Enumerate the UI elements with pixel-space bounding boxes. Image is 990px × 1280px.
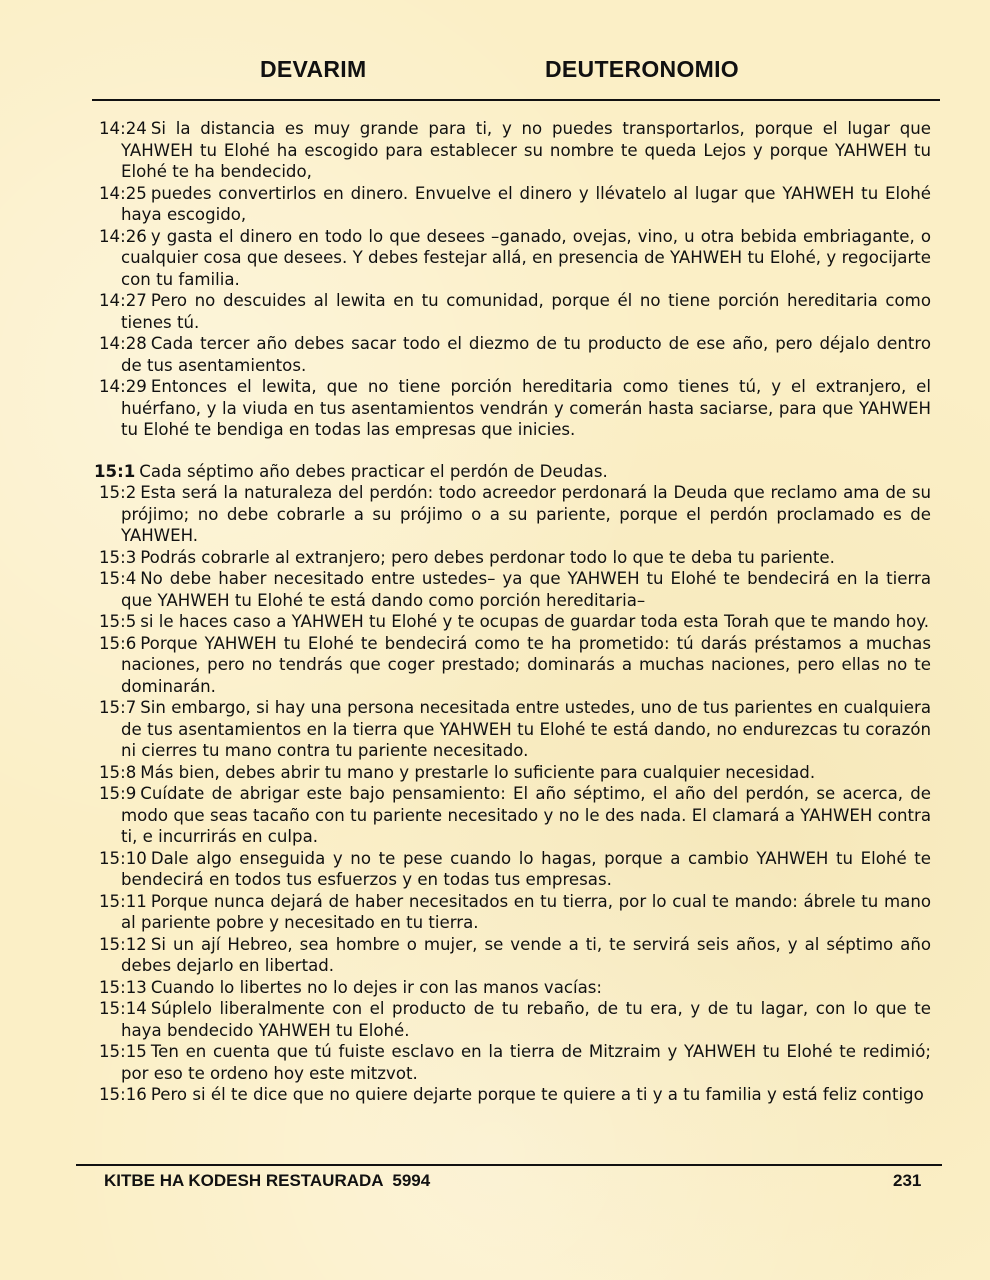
verse-15-15 (94, 1041, 931, 1084)
verse-text: Podrás cobrarle al extranjero; pero debes perdonar todo lo que te deba tu pariente. (140, 547, 835, 567)
verse-text: si le haces caso a YAHWEH tu Elohé y te ocupas de guardar toda esta Torah que te mando hoy. (140, 612, 929, 631)
verse-number: 15:2 (99, 483, 137, 502)
verse-text: Si la distancia es muy grande para ti, y no puedes transportarlos, porque el lugar que YAHWEH tu Elohé ha escogido para establecer su nombre te queda Lejos y porque YAHWEH tu Elohé te ha bendecido, (121, 119, 931, 181)
page-header (0, 56, 990, 92)
verse-15-6 (94, 633, 931, 698)
verse-number: 15:14 (99, 999, 147, 1018)
verse-14-24 (94, 118, 931, 183)
verse-list (94, 118, 931, 1106)
chapter-verse-number: 15:1 (94, 461, 136, 481)
verse-number: 15:16 (99, 1085, 147, 1104)
verse-14-25 (94, 183, 931, 226)
verse-number: 15:5 (99, 612, 137, 631)
verse-14-28 (94, 333, 931, 376)
verse-15-9 (94, 783, 931, 848)
verse-15-7 (94, 697, 931, 762)
verse-15-13 (94, 977, 931, 999)
verse-number: 14:28 (99, 334, 147, 353)
verse-number: 15:15 (99, 1042, 147, 1061)
verse-text: Más bien, debes abrir tu mano y prestarle lo suficiente para cualquier necesidad. (140, 762, 816, 782)
verse-text: Pero si él te dice que no quiere dejarte porque te quiere a ti y a tu familia y está feliz contigo (150, 1085, 924, 1104)
verse-text: Cuando lo libertes no lo dejes ir con las manos vacías: (150, 977, 603, 997)
verse-text: Dale algo enseguida y no te pese cuando lo hagas, porque a cambio YAHWEH tu Elohé te bendecirá en todos tus esfuerzos y en todas tus empresas. (121, 848, 931, 889)
verse-number: 14:26 (99, 226, 147, 246)
verse-number: 15:7 (99, 698, 137, 717)
verse-text: Esta será la naturaleza del perdón: todo acreedor perdonará la Deuda que reclamo ama de su prójimo; no debe cobrarle a su prójimo o a su pariente, porque el perdón proclamado es de YAHWEH. (121, 483, 931, 545)
verse-15-11 (94, 891, 931, 934)
verse-text: Si un ají Hebreo, sea hombre o mujer, se vende a ti, te servirá seis años, y al séptimo año debes dejarlo en libertad. (121, 934, 931, 975)
book-title-spanish: DEUTERONOMIO (545, 56, 739, 82)
verse-15-12 (94, 934, 931, 977)
verse-number: 15:12 (99, 934, 147, 954)
verse-15-1 (94, 461, 931, 483)
verse-14-26 (94, 226, 931, 291)
verse-15-4 (94, 568, 931, 611)
verse-number: 15:3 (99, 547, 137, 567)
verse-15-8 (94, 762, 931, 784)
verse-15-3 (94, 547, 931, 569)
verse-text: Porque nunca dejará de haber necesitados en tu tierra, por lo cual te mando: ábrele tu mano al pariente pobre y necesitado en tu tierra. (121, 891, 931, 932)
verse-text: Cuídate de abrigar este bajo pensamiento: El año séptimo, el año del perdón, se acerca, de modo que seas tacaño con tu pariente necesitado y no le des nada. El clamará a YAHWEH contra ti, e incurrirás en culpa. (121, 784, 931, 846)
verse-14-29 (94, 376, 931, 441)
verse-number: 15:10 (99, 848, 147, 868)
verse-15-10 (94, 848, 931, 891)
verse-text: Cada tercer año debes sacar todo el diezmo de tu producto de ese año, pero déjalo dentro de tus asentamientos. (121, 334, 931, 375)
verse-15-5 (94, 611, 931, 633)
verse-number: 14:29 (99, 377, 147, 396)
footer-divider (76, 1164, 942, 1166)
verse-number: 15:6 (99, 633, 137, 653)
verse-number: 14:25 (99, 183, 147, 203)
footer-title: KITBE HA KODESH RESTAURADA 5994 (104, 1171, 431, 1190)
verse-number: 15:11 (99, 891, 147, 911)
verse-number: 15:13 (99, 977, 147, 997)
book-title-hebrew: DEVARIM (260, 56, 367, 82)
verse-15-16 (94, 1084, 931, 1106)
verse-number: 15:8 (99, 762, 137, 782)
verse-number: 14:24 (99, 119, 147, 138)
verse-15-2 (94, 482, 931, 547)
verse-14-27 (94, 290, 931, 333)
verse-text: Pero no descuides al lewita en tu comunidad, porque él no tiene porción hereditaria como tienes tú. (121, 291, 931, 332)
verse-text: Súplelo liberalmente con el producto de tu rebaño, de tu era, y de tu lagar, con lo que te haya bendecido YAHWEH tu Elohé. (121, 999, 931, 1040)
verse-text: Cada séptimo año debes practicar el perdón de Deudas. (139, 461, 608, 481)
verse-text: y gasta el dinero en todo lo que desees –ganado, ovejas, vino, u otra bebida embriagante, o cualquier cosa que desees. Y debes festejar allá, en presencia de YAHWEH tu Elohé, y regocijarte con tu familia. (121, 226, 931, 289)
verse-text: Porque YAHWEH tu Elohé te bendecirá como te ha prometido: tú darás préstamos a muchas naciones, pero no tendrás que coger prestado; dominarás a muchas naciones, pero ellas no te dominarán. (121, 633, 931, 696)
verse-text: No debe haber necesitado entre ustedes– ya que YAHWEH tu Elohé te bendecirá en la tierra que YAHWEH tu Elohé te está dando como porción hereditaria– (121, 569, 931, 610)
verse-number: 14:27 (99, 291, 147, 310)
verse-text: puedes convertirlos en dinero. Envuelve el dinero y llévatelo al lugar que YAHWEH tu Elohé haya escogido, (121, 183, 931, 224)
verse-text: Ten en cuenta que tú fuiste esclavo en la tierra de Mitzraim y YAHWEH tu Elohé te redimió; por eso te ordeno hoy este mitzvot. (121, 1042, 931, 1083)
verse-number: 15:9 (99, 784, 137, 803)
verse-text: Entonces el lewita, que no tiene porción hereditaria como tienes tú, y el extranjero, el huérfano, y la viuda en tus asentamientos vendrán y comerán hasta saciarse, para que YAHWEH tu Elohé te bendiga en todas las empresas que inicies. (121, 377, 931, 439)
page-number: 231 (893, 1171, 922, 1190)
verse-15-14 (94, 998, 931, 1041)
verse-number: 15:4 (99, 569, 137, 588)
header-divider (92, 99, 940, 101)
verse-text: Sin embargo, si hay una persona necesitada entre ustedes, uno de tus parientes en cualquiera de tus asentamientos en la tierra que YAHWEH tu Elohé te está dando, no endurezcas tu corazón ni cierres tu mano contra tu pariente necesitado. (121, 698, 931, 760)
